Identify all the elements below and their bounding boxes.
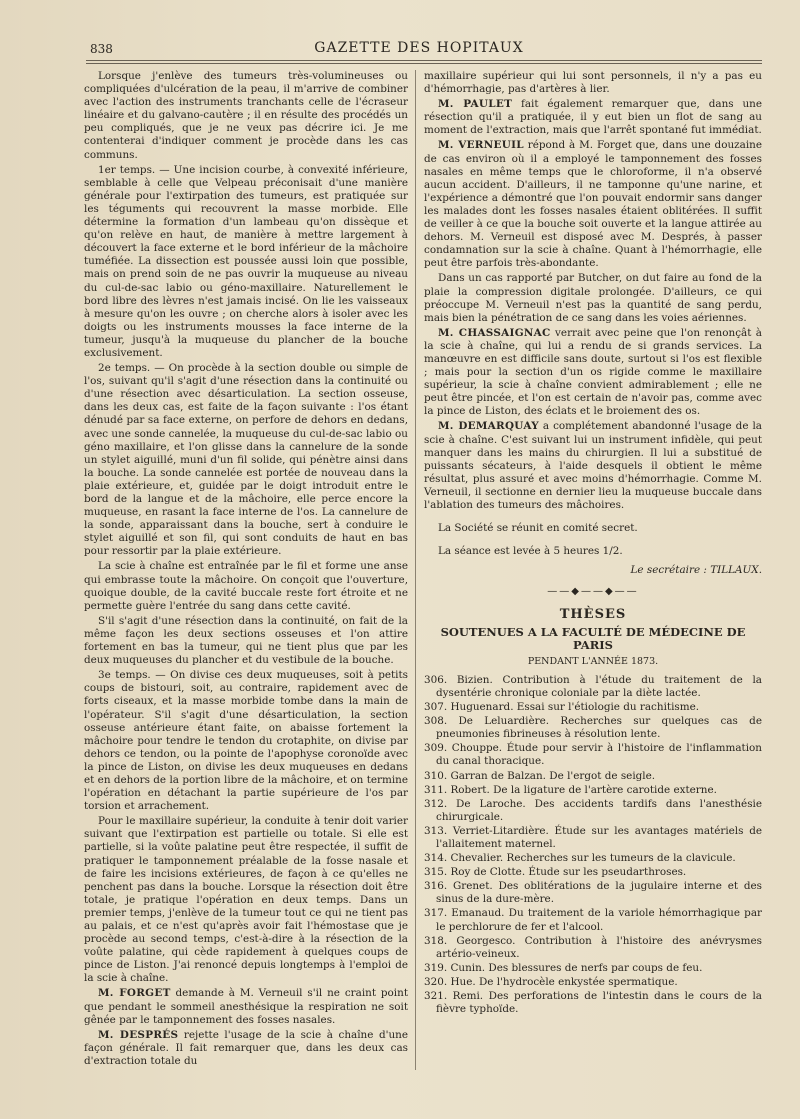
thesis-item: 315. Roy de Clotte. Étude sur les pseudarthroses.	[424, 866, 687, 879]
thesis-item: 314. Chevalier. Recherches sur les tumeurs de la clavicule.	[424, 852, 736, 865]
header-rule	[86, 60, 762, 64]
speaker-name: M. DESPRÉS	[98, 1028, 179, 1041]
paragraph: 3e temps. — On divise ces deux muqueuses, soit à petits coups de bistouri, soit, au contraire, rapidement avec de forts ciseaux, et la masse morbide tombe dans la main de l'opérateur. S'il s'agit d'une désarticulation, la section osseuse antérieure étant faite, on abaisse fortement la mâchoire pour tendre le tendon du crotaphite, on divise par dehors ce tendon, ou la pointe de l'apophyse coronoïde avec la pince de Liston, on divise les deux muqueuses en dedans et en dehors de la portion libre de la mâchoire, et on termine l'opération en détachant la partie supérieure de l'os par torsion et arrachement.	[84, 669, 408, 813]
speaker-paragraph	[424, 98, 762, 137]
page-header	[76, 40, 762, 66]
theses-list	[424, 674, 762, 1016]
speaker-name: M. DEMARQUAY	[438, 420, 539, 433]
thesis-item: 309. Chouppe. Étude pour servir à l'histoire de l'inflammation du canal thoracique.	[424, 742, 762, 768]
speaker-paragraph	[424, 420, 762, 512]
paragraph: Lorsque j'enlève des tumeurs très-volumineuses ou compliquées d'ulcération de la peau, il m'arrive de combiner avec l'action des instruments tranchants celle de l'écraseur linéaire et du galvano-cautère ; il en résulte des procédés un peu compliqués, que je ne veux pas décrire ici. Je me contenterai d'indiquer comment je procède dans les cas communs.	[84, 70, 408, 161]
column-divider	[415, 70, 416, 1070]
paragraph: S'il s'agit d'une résection dans la continuité, on fait de la même façon les deux sections osseuses et l'on attire fortement en bas la tumeur, qui ne tient plus que par les deux muqueuses du plancher et du vestibule de la bouche.	[84, 614, 408, 667]
theses-title: THÈSES	[559, 607, 627, 623]
speaker-text: demande à M. Verneuil s'il ne craint point que pendant le sommeil anesthésique la respiration ne soit gênée par le tamponnement des fosses nasales.	[84, 987, 408, 1026]
paragraph: 2e temps. — On procède à la section double ou simple de l'os, suivant qu'il s'agit d'une résection dans la continuité ou d'une résection avec désarticulation. La section osseuse, dans les deux cas, est faite de la façon suivante : l'os étant dénudé par sa face externe, on perfore de dehors en dedans, avec une sonde cannelée, la muqueuse du cul-de-sac labio ou géno maxillaire, et l'on glisse dans la cannelure de la sonde un stylet aiguillé, muni d'un fil solide, qui pénètre ainsi dans la bouche. La sonde cannelée est portée de nouveau dans la plaie extérieure, et, guidée par le doigt introduit entre le bord de la langue et de la mâchoire, elle perce encore la muqueuse, en rasant la face interne de l'os. La cannelure de la sonde, apparaissant dans la bouche, sert à conduire le stylet aiguillé et son fil, qui sont conduits de haut en bas pour ressortir par la plaie extérieure.	[84, 362, 408, 558]
speaker-paragraph	[424, 139, 762, 270]
thesis-item: 316. Grenet. Des oblitérations de la jugulaire interne et des sinus de la dure-mère.	[424, 880, 762, 906]
speaker-name: M. PAULET	[438, 98, 513, 111]
paragraph: Dans un cas rapporté par Butcher, on dut faire au fond de la plaie la compression digitale prolongée. D'ailleurs, ce qui préoccupe M. Verneuil n'est pas la quantité de sang perdu, mais bien la pénétration de ce sang dans les voies aériennes.	[424, 272, 762, 324]
paragraph: maxillaire supérieur qui lui sont personnels, il n'y a pas eu d'hémorrhagie, pas d'artères à lier.	[424, 70, 762, 96]
paragraph: Pour le maxillaire supérieur, la conduite à tenir doit varier suivant que l'extirpation est partielle ou totale. Si elle est partielle, si la voûte palatine peut être respectée, il suffit de pratiquer le tamponnement préalable de la fosse nasale et de faire les incisions extérieures, de façon à ce qu'elles ne penchent pas dans la bouche. Lorsque la résection doit être totale, je pratique l'opération en deux temps. Dans un premier temps, j'enlève de la tumeur tout ce qui ne tient pas au palais, et ce n'est qu'après avoir fait l'hémostase que je procède au second temps, c'est-à-dire à la résection de la voûte palatine, qui cède rapidement à quelques coups de pince de Liston. J'ai renoncé depuis longtemps à l'emploi de la scie à chaîne.	[84, 815, 408, 985]
speaker-text: verrait avec peine que l'on renonçât à la scie à chaîne, qui lui a rendu de si grands services. La manœuvre en est difficile sans doute, surtout si l'os est flexible ; mais pour la section d'un os rigide comme le maxillaire supérieur, la scie à chaîne convient admirablement ; elle ne peut être pincée, et l'on est certain de n'avoir pas, comme avec la pince de Liston, des éclats et le broiement des os.	[424, 326, 762, 418]
secretary-signature: Le secrétaire : TILLAUX.	[630, 564, 762, 577]
page-number: 838	[90, 42, 113, 56]
speaker-text: a complétement abandonné l'usage de la scie à chaîne. C'est suivant lui un instrument infidèle, qui peut manquer dans les mains du chirurgien. Il lui a substitué de puissants sécateurs, à l'aide desquels il obtient le même résultat, plus assuré et avec moins d'hémorrhagie. Comme M. Verneuil, il sectionne en dernier lieu la muqueuse buccale dans l'ablation des tumeurs des mâchoires.	[424, 420, 762, 511]
thesis-item: 313. Verriet-Litardière. Étude sur les avantages matériels de l'allaitement maternel.	[424, 824, 762, 850]
paragraph: La séance est levée à 5 heures 1/2.	[438, 545, 623, 558]
thesis-item: 308. De Leluardière. Recherches sur quelques cas de pneumonies fibrineuses à résolution lente.	[424, 715, 762, 741]
thesis-item: 318. Georgesco. Contribution à l'histoire des anévrysmes artério-veineux.	[424, 934, 762, 960]
speaker-name: M. VERNEUIL	[438, 139, 524, 152]
thesis-item: 306. Bizien. Contribution à l'étude du traitement de la dysentérie chronique coloniale par la diète lactée.	[424, 673, 762, 699]
thesis-item: 310. Garran de Balzan. De l'ergot de seigle.	[424, 769, 656, 782]
speaker-text: répond à M. Forget que, dans une douzaine de cas environ où il a employé le tamponnement des fosses nasales en même temps que le chloroforme, il n'a observé aucun accident. D'ailleurs, il ne tamponne qu'une narine, et l'expérience a démontré que l'on pouvait endormir sans danger les malades dont les fosses nasales étaient oblitérées. Il suffit de veiller à ce que la bouche soit ouverte et la langue attirée au dehors. M. Verneuil est disposé avec M. Després, à passer condamnation sur la scie à chaîne. Quant à l'hémorrhagie, elle peut être parfois très-abondante.	[424, 139, 762, 270]
spacer	[424, 514, 762, 522]
speaker-paragraph	[84, 987, 408, 1026]
speaker-paragraph	[84, 1029, 408, 1068]
theses-subtitle: SOUTENUES A LA FACULTÉ DE MÉDECINE DE PARIS	[440, 624, 746, 652]
thesis-item: 307. Huguenard. Essai sur l'étiologie du rachitisme.	[424, 701, 700, 714]
left-column	[84, 70, 408, 1070]
paragraph: La scie à chaîne est entraînée par le fil et forme une anse qui embrasse toute la mâchoire. On conçoit que l'ouverture, quoique double, de la cavité buccale reste fort étroite et ne permette guère l'entrée du sang dans cette cavité.	[84, 560, 408, 612]
thesis-item: 319. Cunin. Des blessures de nerfs par coups de feu.	[424, 961, 703, 974]
running-title: GAZETTE DES HOPITAUX	[314, 40, 524, 56]
speaker-name: M. CHASSAIGNAC	[438, 326, 551, 339]
thesis-item: 320. Hue. De l'hydrocèle enkystée spermatique.	[424, 975, 678, 988]
theses-period: PENDANT L'ANNÉE 1873.	[527, 655, 659, 667]
section-ornament: ——◆——◆——	[547, 586, 639, 598]
right-column	[424, 70, 762, 1017]
thesis-item: 321. Remi. Des perforations de l'intestin dans le cours de la fièvre typhoïde.	[424, 990, 762, 1016]
speaker-paragraph	[424, 327, 762, 419]
paragraph: 1er temps. — Une incision courbe, à convexité inférieure, semblable à celle que Velpeau préconisait d'une manière générale pour l'extirpation des tumeurs, est pratiquée sur les téguments qui recouvrent la masse morbide. Elle détermine la formation d'un lambeau qu'on dissèque et qu'on relève en haut, de manière à mettre largement à découvert la face externe et le bord inférieur de la mâchoire tuméfiée. La dissection est poussée aussi loin que possible, mais on prend soin de ne pas ouvrir la muqueuse au niveau du cul-de-sac labio ou géno-maxillaire. Naturellement le bord libre des lèvres n'est jamais incisé. On lie les vaisseaux à mesure qu'on les ouvre ; on cherche alors à isoler avec les doigts ou les instruments mousses la face interne de la tumeur, jusqu'à la muqueuse du plancher de la bouche exclusivement.	[84, 163, 408, 359]
thesis-item: 312. De Laroche. Des accidents tardifs dans l'anesthésie chirurgicale.	[424, 797, 762, 823]
speaker-text: fait également remarquer que, dans une résection qu'il a pratiquée, il y eut bien un flot de sang au moment de l'extraction, mais que l'arrêt spontané fut immédiat.	[424, 98, 762, 137]
speaker-name: M. FORGET	[98, 987, 171, 1000]
speaker-text: rejette l'usage de la scie à chaîne d'une façon générale. Il fait remarquer que, dans les deux cas d'extraction totale du	[84, 1028, 408, 1067]
thesis-item: 311. Robert. De la ligature de l'artère carotide externe.	[424, 783, 717, 796]
paragraph: La Société se réunit en comité secret.	[438, 522, 638, 535]
spacer	[424, 537, 762, 545]
thesis-item: 317. Emanaud. Du traitement de la variole hémorrhagique par le perchlorure de fer et l'alcool.	[424, 907, 762, 933]
